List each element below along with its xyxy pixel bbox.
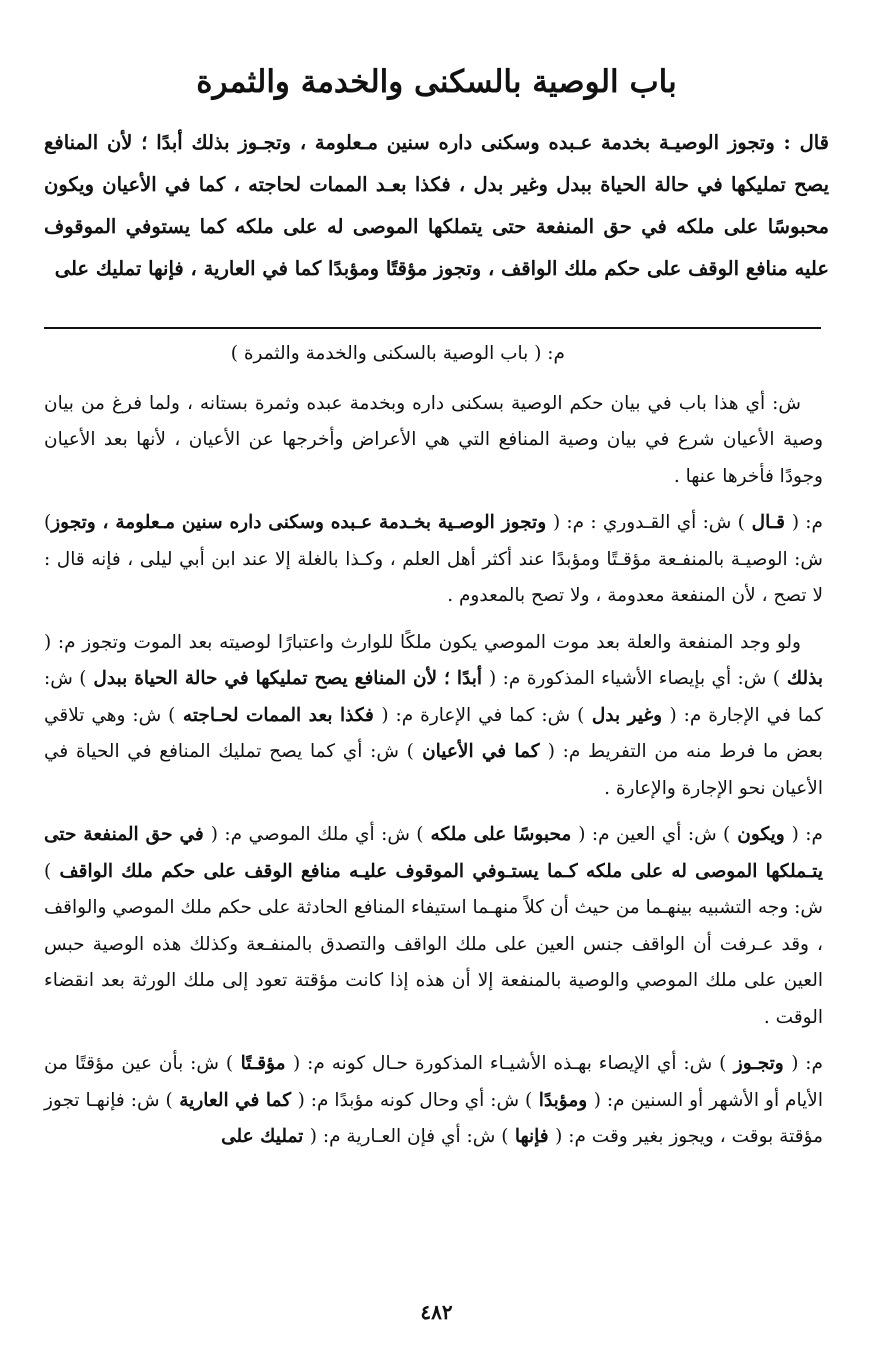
quoted-matn: بذلك [779, 668, 823, 689]
divider-line [44, 327, 821, 329]
commentary [44, 336, 823, 1166]
text-run: ) ش: أي الإيصاء بهـذه الأشيـاء المذكورة حـال كونه م: ( [293, 1053, 727, 1074]
text-run: ) ش: أي فإن العـارية م: ( [309, 1126, 509, 1147]
commentary-paragraph-3 [44, 625, 823, 808]
quoted-matn: تمليك على [221, 1126, 310, 1147]
text-run: ) ش: وهي تلاقي بعض ما فرط منه من التفريط م: ( [44, 704, 823, 762]
quoted-matn: قـال [744, 512, 792, 533]
text-run: ) ش: كما في الإجارة م: ( [44, 668, 823, 726]
text-run: ) ش: أي وحال كونه مؤبدًا م: ( [297, 1089, 533, 1111]
text-run: ) ش: أي كما يصح تمليك المنافع في الحياة في الأعيان نحو الإجارة والإعارة . [44, 741, 823, 799]
commentary-paragraph-4 [44, 817, 823, 1036]
text-run: ) ش: أي القـدوري : م: ( [552, 512, 745, 533]
text-run: ) ش: فإنهـا تجوز مؤقتة بوقت ، ويجوز بغير وقت م: ( [44, 1089, 823, 1147]
text-run: ) ش: الوصيـة بالمنفـعة مؤقـتًا ومؤبدًا عند أكثر أهل العلم ، وكـذا بالغلة إلا عند ابن أبي ليلى ، فإنه قال : لا تصح ، لأن المنفعة معدومة ، ولا تصح بالمعدوم . [44, 512, 823, 606]
quoted-matn: ومؤبدًا [532, 1089, 594, 1111]
matn-text: قال : وتجوز الوصيـة بخدمة عـبده وسكنى داره سنين مـعلومة ، وتجـوز بذلك أبدًا ؛ لأن المنافع يصح تمليكها في حالة الحياة ببدل وغير بدل ، فكذا بعـد الممات لحاجته ، كما في الأعيان ويكون محبوسًا على ملكه في حق المنفعة حتى يتملكها الموصى له على ملكه كما يستوفي الموقوف عليه منافع الوقف على حكم ملك الواقف ، وتجوز مؤقتًا ومؤبدًا كما في العارية ، فإنها تمليك على [44, 131, 829, 280]
text-run: ) ش: أي العين م: ( [578, 824, 731, 845]
quoted-matn: في حق المنفعة حتى يتـملكها الموصى له على ملكه كـما يستـوفي الموقوف عليـه منافع الوقف على حكم ملك الواقف [44, 824, 823, 882]
quoted-matn: وغير بدل [584, 704, 670, 726]
quoted-matn: كما في الأعيان [413, 741, 548, 762]
page-number: ٤٨٢ [420, 1300, 453, 1324]
commentary-paragraph-1: ش: أي هذا باب في بيان حكم الوصية بسكنى داره وبخدمة عبده وثمرة بستانه ، ولما فرغ من بيان وصية الأعيان شرع في بيان وصية المنافع التي هي الأعراض وأخرجها عن الأعيان ، لأنها بعد الأعيان وجودًا فأخرها عنها . [44, 392, 823, 487]
quoted-matn: كما في العارية [172, 1089, 298, 1111]
quoted-matn: فكذا بعد الممات لحـاجته [175, 704, 382, 726]
quoted-matn: مؤقـتًا [233, 1053, 293, 1074]
text-run: ) ش: بأن عين مؤقتًا من الأيام أو الأشهر أو السنين م: ( [44, 1053, 823, 1111]
quoted-matn: وتجـوز [726, 1053, 792, 1074]
quoted-matn: فإنها [508, 1126, 556, 1147]
text-run: ولو وجد المنفعة والعلة بعد موت الموصي يكون ملكًا للوارث واعتبارًا لوصيته بعد الموت وتجوز م: ( [44, 631, 801, 653]
chapter-title: باب الوصية بالسكنى والخدمة والثمرة [196, 64, 677, 100]
quoted-matn: وتجوز الوصـية بخـدمة عـبده وسكنى داره سنين مـعلومة ، وتجوز [51, 512, 553, 533]
text-run: م: ( [791, 512, 823, 533]
commentary-heading: م: ( باب الوصية بالسكنى والخدمة والثمرة ) [230, 343, 565, 364]
text-run: ) ش: وجه التشبيه بينهـما من حيث أن كلاً منهـما استيفاء المنافع الحادثة على حكم ملك الموصي والواقف ، وقد عـرفت أن الواقف جنس العين على ملك الواقف والتصدق بالمنفـعة وكذلك هذه الوصية حبس العين على ملك الموصي والوصية بالمنفعة إلا أن هذه إذا كانت مؤقتة تعود إلى ملك الورثة بعد انقضاء الوقت . [44, 860, 823, 1028]
quoted-matn: أبدًا ؛ لأن المنافع يصح تمليكها في حالة الحياة ببدل [86, 668, 489, 689]
text-run: م: ( [791, 824, 823, 845]
text-run: ) ش: أي بإيصاء الأشياء المذكورة م: ( [489, 668, 780, 689]
quoted-matn: محبوسًا على ملكه [423, 824, 579, 845]
text-run: ) ش: أي ملك الموصي م: ( [210, 824, 424, 845]
commentary-paragraph-5 [44, 1046, 823, 1156]
commentary-paragraph-2 [44, 505, 823, 615]
quoted-matn: ويكون [730, 824, 792, 845]
text-run: م: ( [791, 1053, 823, 1074]
text-run: ) ش: كما في الإعارة م: ( [381, 704, 585, 726]
